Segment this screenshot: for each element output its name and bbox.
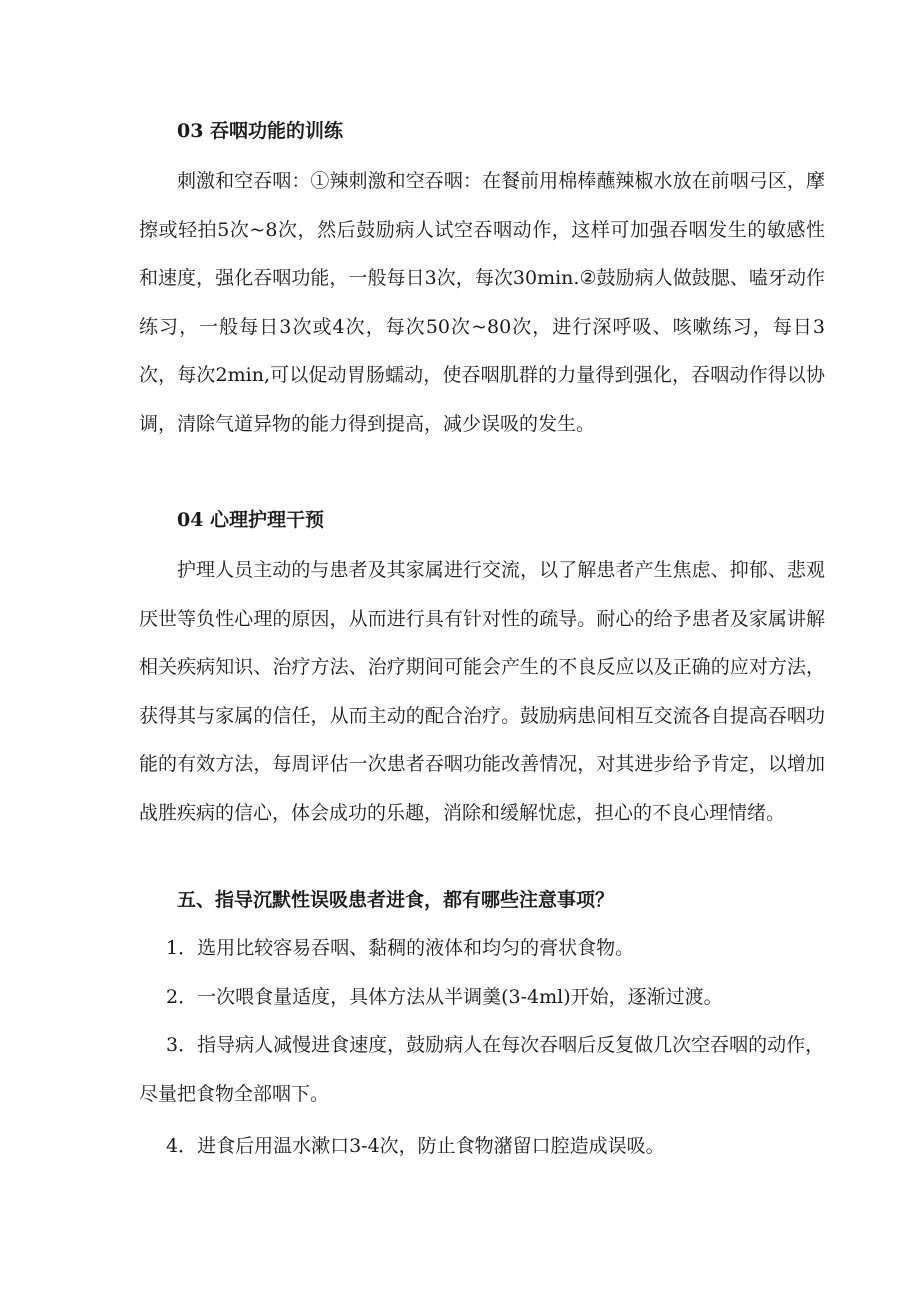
question-section: [139, 886, 825, 914]
section-psychological-care-body: [139, 546, 825, 838]
section-swallow-training-body: [139, 157, 825, 449]
section-swallow-training: [139, 117, 825, 145]
list-item: 1．选用比较容易吞咽、黏稠的液体和均匀的膏状食物。: [166, 937, 635, 959]
section-heading: 03 吞咽功能的训练: [177, 120, 344, 142]
list-item: 4．进食后用温水漱口3-4次，防止食物潴留口腔造成误吸。: [166, 1135, 665, 1158]
paragraph: 刺激和空吞咽：①辣刺激和空吞咽：在餐前用棉棒蘸辣椒水放在前咽弓区，摩擦或轻拍5次~8次，然后鼓励病人试空吞咽动作，这样可加强吞咽发生的敏感性和速度，强化吞咽功能，一般每日3次，每次30min.②鼓励病人做鼓腮、嗑牙动作练习，一般每日3次或4次，每次50次~80次，进行深呼吸、咳嗽练习，每日3次，每次2min,可以促动胃肠蠕动，使吞咽肌群的力量得到强化，吞咽动作得以协调，清除气道异物的能力得到提高，减少误吸的发生。: [139, 170, 825, 435]
section-psychological-care: [139, 506, 825, 534]
list-item: 2．一次喂食量适度，具体方法从半调羹(3-4ml)开始，逐渐过渡。: [166, 985, 723, 1008]
list-item: 3．指导病人减慢进食速度，鼓励病人在每次吞咽后反复做几次空吞咽的动作，尽量把食物全部咽下。: [139, 1034, 825, 1105]
paragraph: 护理人员主动的与患者及其家属进行交流，以了解患者产生焦虑、抑郁、悲观厌世等负性心理的原因，从而进行具有针对性的疏导。耐心的给予患者及家属讲解相关疾病知识、治疗方法、治疗期间可能会产生的不良反应以及正确的应对方法，获得其与家属的信任，从而主动的配合治疗。鼓励病患间相互交流各自提高吞咽功能的有效方法，每周评估一次患者吞咽功能改善情况，对其进步给予肯定，以增加战胜疾病的信心，体会成功的乐趣，消除和缓解忧虑，担心的不良心理情绪。: [139, 559, 825, 824]
question-heading: 五、指导沉默性误吸患者进食，都有哪些注意事项？: [177, 889, 615, 911]
question-list: [139, 924, 825, 1171]
section-heading: 04 心理护理干预: [177, 509, 325, 531]
